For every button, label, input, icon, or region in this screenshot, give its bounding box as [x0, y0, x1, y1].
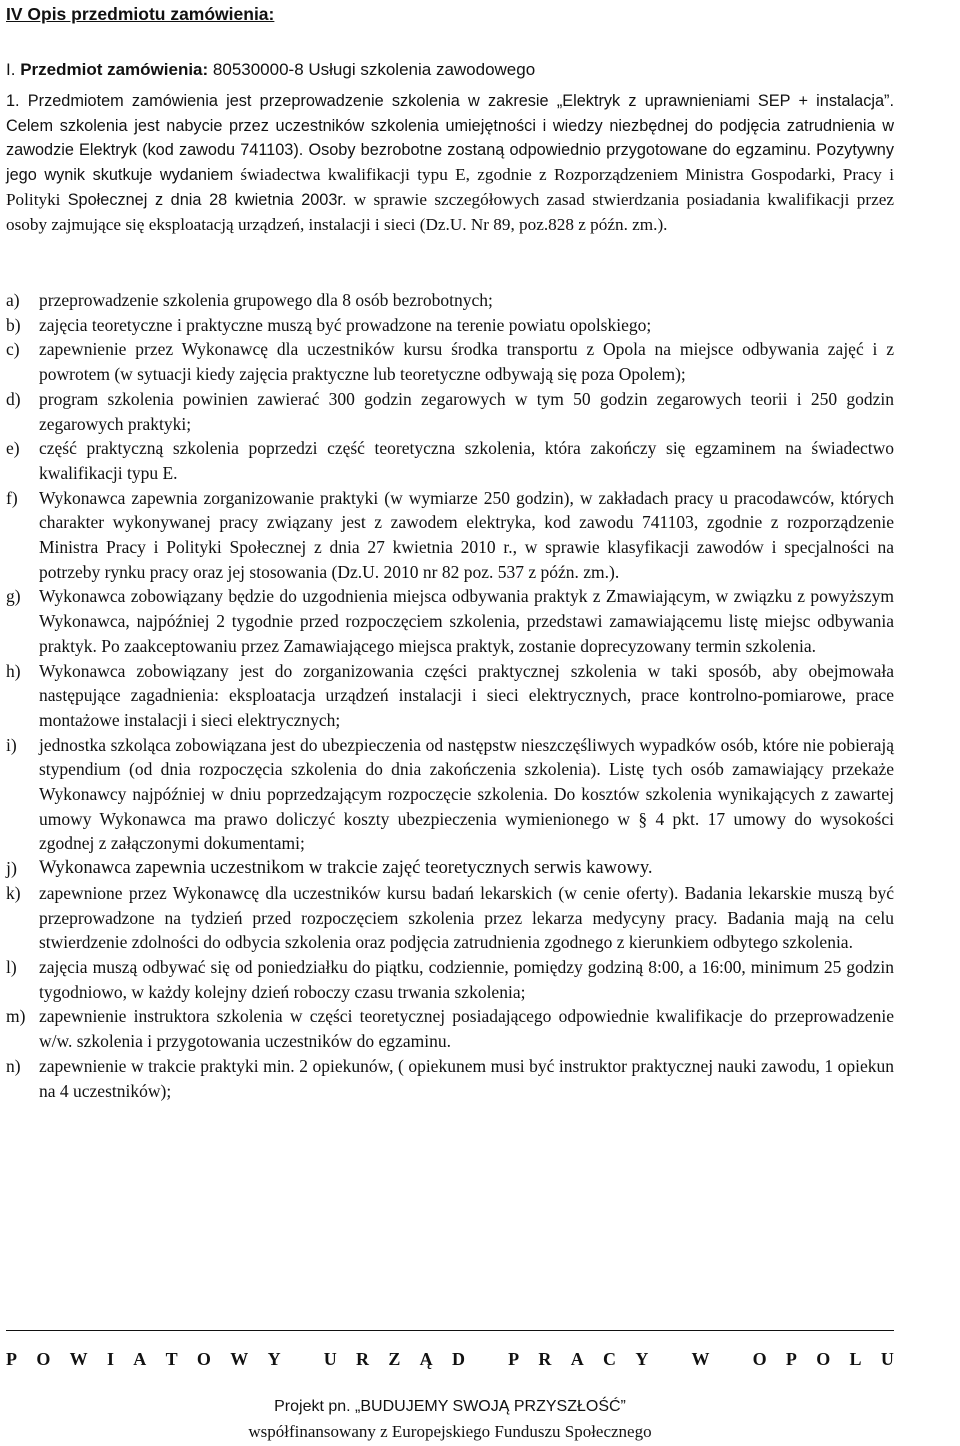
list-item	[6, 1004, 894, 1053]
list-item	[6, 584, 894, 658]
list-item	[6, 881, 894, 955]
footer-divider	[6, 1330, 894, 1331]
list-item	[6, 733, 894, 857]
list-item-label: a)	[6, 290, 20, 310]
list-item	[6, 1054, 894, 1103]
list-item-text: zapewnienie przez Wykonawcę dla uczestników kursu środka transportu z Opola na miejsce odbywania zajęć i z powrotem (w sytuacji kiedy zajęcia praktyczne lub teoretyczne odbywają się poza Opolem);	[39, 339, 894, 385]
list-item-text: część praktyczną szkolenia poprzedzi część teoretyczna szkolenia, która zakończy się egzaminem na świadectwo kwalifikacji typu E.	[39, 438, 894, 483]
section-heading: IV Opis przedmiotu zamówienia:	[6, 4, 275, 24]
list-item-label: f)	[6, 487, 18, 508]
intro-text-2: świadectwa kwalifikacji typu E, zgodnie z Rozporządzeniem Ministra Gospodarki, Pracy i Polityki	[6, 165, 894, 209]
list-item-label: j)	[6, 858, 17, 879]
list-item	[6, 659, 894, 733]
intro-text-4: w sprawie szczegółowych zasad stwierdzania posiadania kwalifikacji przez osoby zajmujące się eksploatacją urządzeń, instalacji i sieci (Dz.U. Nr 89, poz.828 z późn. zm.).	[6, 189, 894, 234]
list-item-label: i)	[6, 734, 17, 755]
list-item	[6, 486, 894, 585]
list-item	[6, 955, 894, 1004]
list-item-label: n)	[6, 1055, 21, 1076]
list-item	[6, 856, 894, 881]
list-item-text: zapewnione przez Wykonawcę dla uczestników kursu badań lekarskich (w cenie oferty). Badania lekarskie muszą być przeprowadzone na tydzień przed rozpoczęciem szkolenia przez lekarza medycyny pracy. Badania mają na celu stwierdzenie zdolności do odbycia szkolenia oraz podjęcia zatrudnienia zgodnego z kierunkiem odbytego szkolenia.	[39, 882, 894, 953]
subject-line	[6, 60, 535, 80]
subject-value: 80530000-8 Usługi szkolenia zawodowego	[212, 60, 536, 79]
list-item-label: d)	[6, 388, 21, 409]
list-item-text: Wykonawca zobowiązany jest do zorganizowania części praktycznej szkolenia w taki sposób, aby obejmowała następujące zagadnienia: eksploatacja urządzeń instalacji i sieci elektrycznych, prace kontrolno-pomiarowe, prace montażowe instalacji i sieci elektrycznych;	[39, 660, 894, 730]
list-item-label: g)	[6, 586, 21, 607]
list-item-text: Wykonawca zobowiązany będzie do uzgodnienia miejsca odbywania praktyk z Zmawiającym, w związku z powyższym Wykonawca, najpóźniej 2 tygodnie przed rozpoczęciem szkolenia, przedstawi zamawiającemu listę miejsc odbywania praktyk. Po zaakceptowaniu przez Zamawiającego miejsca praktyk, zostanie doprecyzowany termin szkolenia.	[39, 586, 894, 656]
list-item-text: zajęcia muszą odbywać się od poniedziałku do piątku, codziennie, pomiędzy godziną 8:00, a 16:00, minimum 25 godzin tygodniowo, w każdy kolejny dzień roboczy czasu trwania szkolenia;	[39, 956, 894, 1002]
subject-number: I.	[6, 60, 16, 79]
funding-note: współfinansowany z Europejskiego Funduszu Społecznego	[248, 1422, 652, 1441]
list-item-text: zapewnienie instruktora szkolenia w części teoretycznej posiadającego odpowiednie kwalifikacje do przeprowadzenie w/w. szkolenia i przygotowania uczestników do egzaminu.	[39, 1006, 894, 1052]
intro-paragraph	[6, 89, 894, 237]
list-item-label: c)	[6, 339, 20, 360]
list-item	[6, 387, 894, 436]
list-item-text: program szkolenia powinien zawierać 300 godzin zegarowych w tym 50 godzin zegarowych teorii i 250 godzin zegarowych praktyki;	[39, 388, 894, 434]
project-name: Projekt pn. „BUDUJEMY SWOJĄ PRZYSZŁOŚĆ”	[274, 1398, 626, 1415]
intro-text-3: Społecznej z dnia 28 kwietnia 2003r.	[67, 190, 347, 209]
list-item-label: l)	[6, 956, 17, 977]
list-item-text: przeprowadzenie szkolenia grupowego dla 8 osób bezrobotnych;	[39, 290, 493, 310]
list-item	[6, 436, 894, 485]
office-name: P O W I A T O W Y U R Z Ą D P R A C Y W O P O L U	[6, 1349, 894, 1369]
list-item	[6, 337, 894, 386]
list-item-label: e)	[6, 438, 20, 459]
list-item-text: Wykonawca zapewnia zorganizowanie praktyki (w wymiarze 250 godzin), w zakładach pracy u pracodawców, których charakter wykonywanej pracy związany jest z zawodem elektryka, kod zawodu 741103, zgodnie z rozporządzenie Ministra Pracy i Polityki Społecznej z dnia 27 kwietnia 2010 r., w sprawie klasyfikacji zawodów i specjalności na potrzeby rynku pracy oraz jej stosowania (Dz.U. 2010 nr 82 poz. 537 z późn. zm.).	[39, 487, 894, 582]
requirements-list	[6, 288, 894, 1103]
list-item-text: Wykonawca zapewnia uczestnikom w trakcie zajęć teoretycznych serwis kawowy.	[39, 857, 653, 879]
list-item-text: jednostka szkoląca zobowiązana jest do ubezpieczenia od następstw nieszczęśliwych wypadków osób, które nie pobierają stypendium (od dnia rozpoczęcia szkolenia do dnia zakończenia szkolenia). Listę tych osób zamawiający przekaże Wykonawcy najpóźniej w dniu poprzedzającym rozpoczęcie szkolenia. Do kosztów szkolenia wynikających z zawartej umowy Wykonawca ma prawo doliczyć koszty ubezpieczenia wymienionego w § 4 pkt. 17 umowy do wysokości zgodnej z załączonymi dokumentami;	[39, 734, 894, 854]
list-item-label: m)	[6, 1006, 26, 1027]
subject-label: Przedmiot zamówienia:	[20, 60, 209, 79]
list-item-label: k)	[6, 882, 21, 903]
list-item-text: zapewnienie w trakcie praktyki min. 2 opiekunów, ( opiekunem musi być instruktor praktycznej nauki zawodu, 1 opiekun na 4 uczestników);	[39, 1055, 894, 1101]
list-item	[6, 288, 894, 313]
list-item-text: zajęcia teoretyczne i praktyczne muszą być prowadzone na terenie powiatu opolskiego;	[39, 314, 652, 335]
list-item-label: b)	[6, 314, 21, 335]
list-item-label: h)	[6, 660, 21, 681]
list-item	[6, 313, 894, 338]
intro-text-1: 1. Przedmiotem zamówienia jest przeprowadzenie szkolenia w zakresie „Elektryk z uprawnieniami SEP + instalacja”. Celem szkolenia jest nabycie przez uczestników szkolenia umiejętności i wiedzy niezbędnej do podjęcia zatrudnienia w zawodzie Elektryk (kod zawodu 741103). Osoby bezrobotne zostaną odpowiednio przygotowane do egzaminu. Pozytywny jego wynik skutkuje wydaniem	[6, 92, 894, 185]
